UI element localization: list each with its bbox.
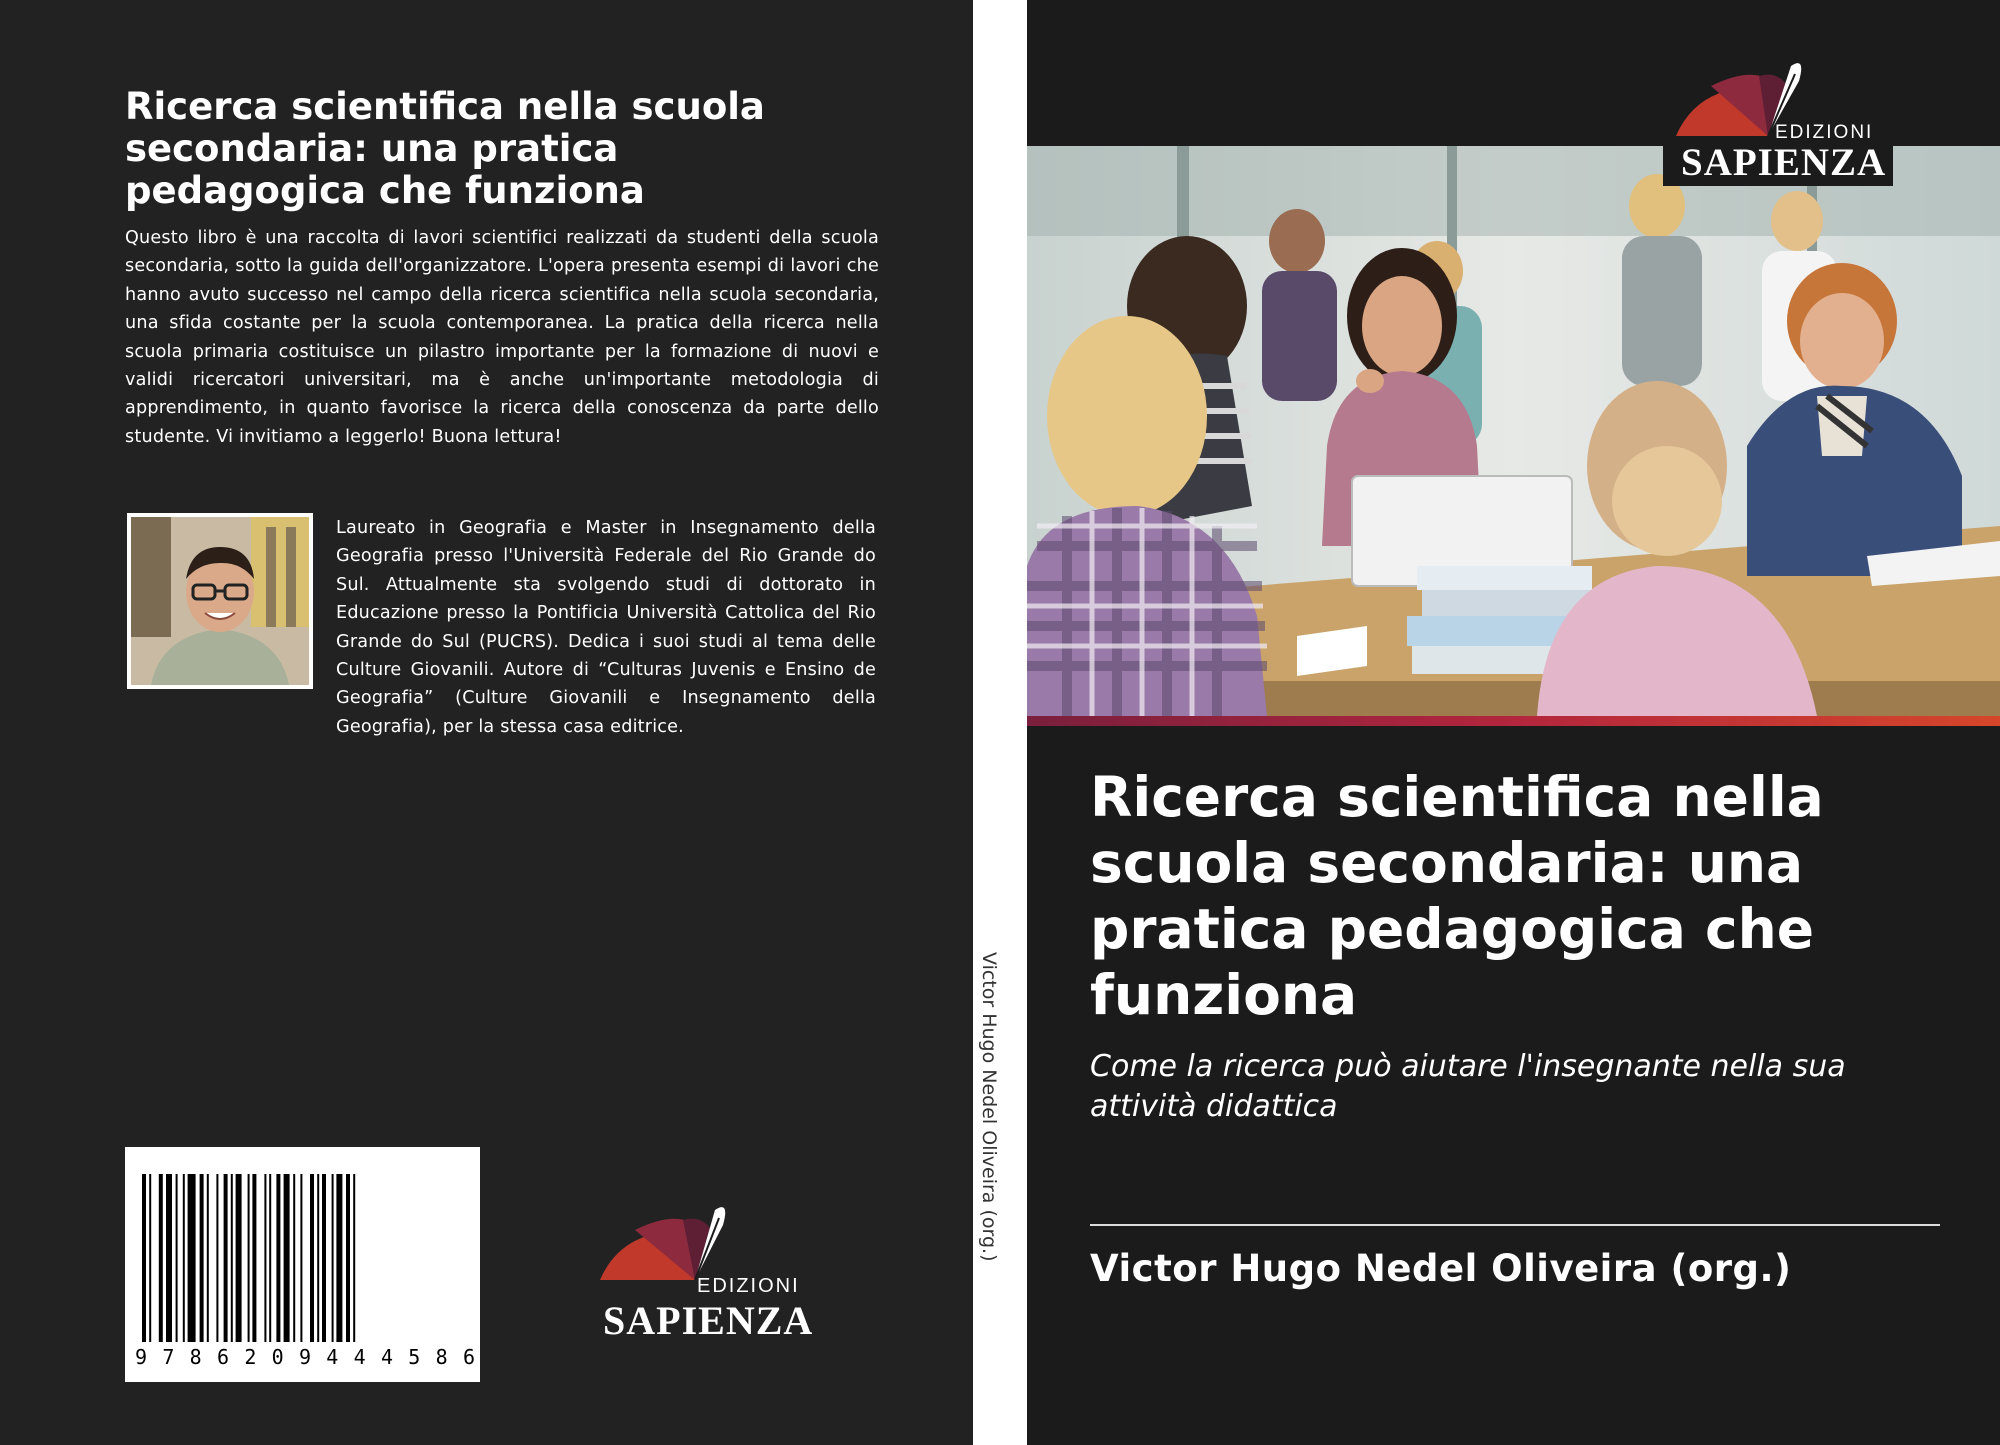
isbn-digit: 8 bbox=[189, 1345, 202, 1369]
isbn-digit: 4 bbox=[326, 1345, 339, 1369]
title-divider bbox=[1090, 1224, 1940, 1226]
author-photo bbox=[127, 513, 313, 689]
publisher-edizioni: EDIZIONI bbox=[1775, 122, 1874, 143]
publisher-edizioni: EDIZIONI bbox=[697, 1275, 800, 1297]
front-cover-title: Ricerca scientifica nella scuola secondaria: una pratica pedagogica che funziona bbox=[1090, 765, 1824, 1027]
accent-bar bbox=[1027, 716, 2000, 726]
isbn-digit: 2 bbox=[244, 1345, 257, 1369]
isbn-digit: 7 bbox=[162, 1345, 175, 1369]
front-cover-subtitle: Come la ricerca può aiutare l'insegnante nella sua attività didattica bbox=[1090, 1049, 1846, 1124]
isbn-digits bbox=[135, 1345, 475, 1369]
isbn-digit: 6 bbox=[462, 1345, 475, 1369]
isbn-digit: 4 bbox=[380, 1345, 393, 1369]
spine-author-text: Victor Hugo Nedel Oliveira (org.) bbox=[978, 952, 1000, 1262]
back-cover-blurb: Questo libro è una raccolta di lavori scientifici realizzati da studenti della scuola secondaria, sotto la guida dell'organizzatore. L'opera presenta esempi di lavori che hanno avuto successo nel campo della ricerca scientifica nella scuola secondaria, una sfida costante per la scuola contemporanea. La pratica della ricerca nella scuola primaria costituisce un pilastro importante per la formazione di nuovi e validi ricercatori universitari, ma è anche un'importante metodologia di apprendimento, in quanto favorisce la ricerca della conoscenza da parte dello studente. Vi invitiamo a leggerlo! Buona lettura! bbox=[125, 228, 879, 447]
publisher-logo-back bbox=[595, 1200, 815, 1343]
publisher-sapienza: SAPIENZA bbox=[1681, 141, 1887, 184]
cover-photo-students bbox=[1027, 146, 2000, 716]
publisher-sapienza: SAPIENZA bbox=[603, 1298, 814, 1343]
isbn-digit: 4 bbox=[353, 1345, 366, 1369]
isbn-digit: 0 bbox=[271, 1345, 284, 1369]
isbn-digit: 5 bbox=[408, 1345, 421, 1369]
author-bio: Laureato in Geografia e Master in Insegnamento della Geografia presso l'Università Federale del Rio Grande do Sul. Attualmente sta svolgendo studi di dottorato in Educazione presso la Pontificia Università Cattolica del Rio Grande do Sul (PUCRS). Dedica i suoi studi al tema delle Culture Giovanili. Autore di “Culturas Juvenis e Ensino de Geografia” (Culture Giovanili e Insegnamento della Geografia), per la stessa casa editrice. bbox=[336, 518, 876, 737]
publisher-logo-front bbox=[1663, 56, 1893, 186]
isbn-digit: 6 bbox=[216, 1345, 230, 1369]
barcode-bars-icon bbox=[138, 1174, 468, 1342]
front-cover-author: Victor Hugo Nedel Oliveira (org.) bbox=[1090, 1247, 1792, 1290]
isbn-barcode bbox=[125, 1147, 480, 1382]
isbn-digit: 9 bbox=[135, 1345, 148, 1369]
isbn-digit: 9 bbox=[298, 1345, 312, 1369]
isbn-digit: 8 bbox=[435, 1345, 448, 1369]
back-cover-title: Ricerca scientifica nella scuola secondaria: una pratica pedagogica che funziona bbox=[125, 85, 765, 212]
